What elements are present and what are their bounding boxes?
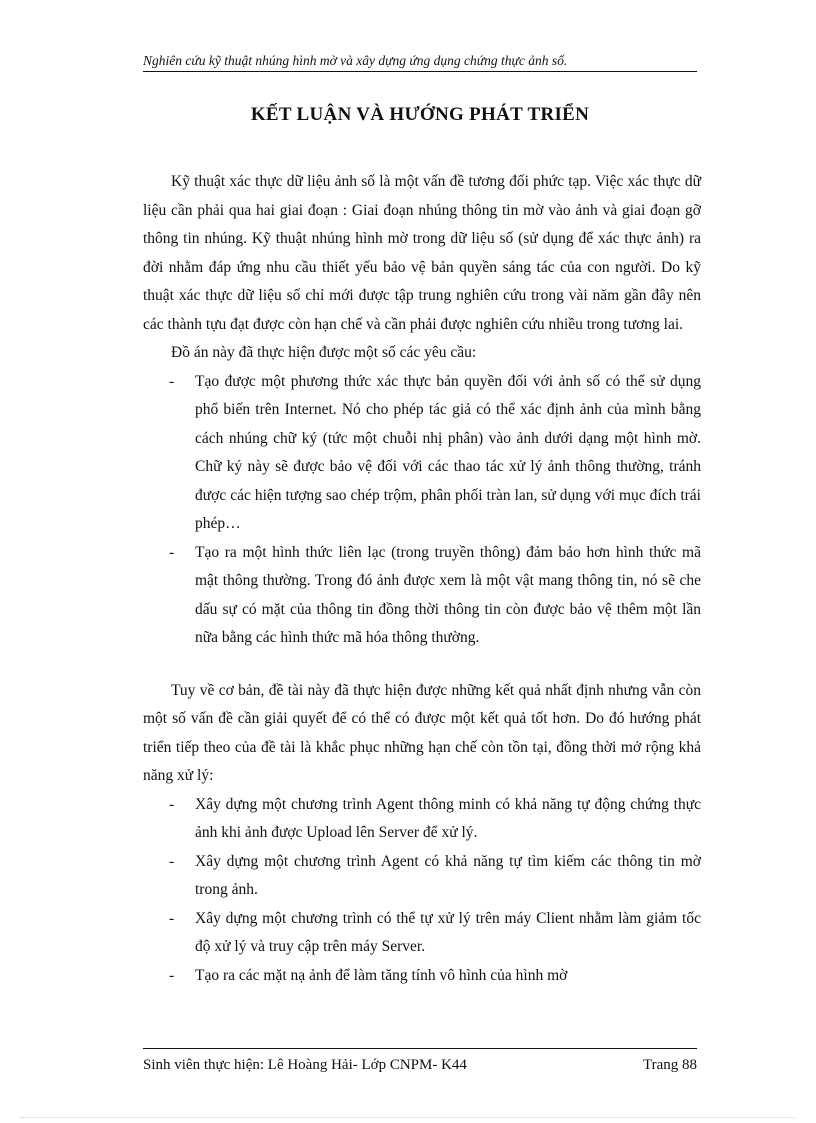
bullet-dash: - <box>169 966 175 984</box>
achievements-list <box>143 368 701 653</box>
page-number: Trang 88 <box>642 1057 697 1073</box>
bullet-dash: - <box>169 852 175 870</box>
list-item-text: Xây dựng một chương trình có thể tự xử lý trên máy Client nhằm làm giảm tốc độ xử lý và truy cập trên máy Server. <box>195 909 701 955</box>
paragraph-gap <box>143 653 701 677</box>
section-title: KẾT LUẬN VÀ HƯỚNG PHÁT TRIỂN <box>250 104 590 125</box>
list-item-text: Tạo ra các mặt nạ ảnh để làm tăng tính vô hình của hình mờ <box>195 966 568 984</box>
list-item-text: Xây dựng một chương trình Agent thông minh có khả năng tự động chứng thực ảnh khi ảnh được Upload lên Server để xử lý. <box>195 795 701 841</box>
list-item-text: Xây dựng một chương trình Agent có khả năng tự tìm kiếm các thông tin mờ trong ảnh. <box>195 852 701 898</box>
list-item <box>143 962 701 991</box>
page-edge-divider <box>20 1117 796 1118</box>
list-item <box>143 791 701 848</box>
list-item-text: Tạo ra một hình thức liên lạc (trong truyền thông) đảm bảo hơn hình thức mã mật thông thường. Trong đó ảnh được xem là một vật mang thông tin, nó sẽ che dấu sự có mặt của thông tin đồng thời thông tin còn được bảo vệ thêm một lần nữa bằng các hình thức mã hóa thông thường. <box>195 543 701 646</box>
bullet-dash: - <box>169 909 175 927</box>
footer-author: Sinh viên thực hiện: Lê Hoàng Hải- Lớp CNPM- K44 <box>143 1057 467 1073</box>
future-directions-list <box>143 791 701 991</box>
list-item <box>143 905 701 962</box>
conclusion-paragraph: Kỹ thuật xác thực dữ liệu ảnh số là một vấn đề tương đối phức tạp. Việc xác thực dữ liệu cần phải qua hai giai đoạn : Giai đoạn nhúng thông tin mờ vào ảnh và giai đoạn gỡ thông tin nhúng. Kỹ thuật nhúng hình mờ trong dữ liệu số (sử dụng để xác thực ảnh) ra đời nhằm đáp ứng nhu cầu thiết yếu bảo vệ bản quyền sáng tác của con người. Do kỹ thuật xác thực dữ liệu số chỉ mới được tập trung nghiên cứu trong vài năm gần đây nên các thành tựu đạt được còn hạn chế và cần phải được nghiên cứu nhiều trong tương lai. <box>143 173 701 333</box>
achievements-intro: Đồ án này đã thực hiện được một số các yêu cầu: <box>171 344 477 361</box>
page-header: Nghiên cứu kỹ thuật nhúng hình mờ và xây dựng ứng dụng chứng thực ảnh số. <box>143 52 697 72</box>
future-paragraph: Tuy về cơ bản, đề tài này đã thực hiện được những kết quả nhất định nhưng vẫn còn một số vấn đề cần giải quyết để có thể có được một kết quả tốt hơn. Do đó hướng phát triển tiếp theo của đề tài là khắc phục những hạn chế còn tồn tại, đồng thời mở rộng khả năng xử lý: <box>143 681 701 784</box>
bullet-dash: - <box>169 543 175 561</box>
list-item <box>143 539 701 653</box>
list-item <box>143 368 701 539</box>
bullet-dash: - <box>169 795 175 813</box>
list-item <box>143 848 701 905</box>
bullet-dash: - <box>169 372 175 390</box>
document-body <box>143 168 701 990</box>
page-footer <box>143 1048 697 1075</box>
list-item-text: Tạo được một phương thức xác thực bản quyền đối với ảnh số có thể sử dụng phổ biến trên Internet. Nó cho phép tác giả có thể xác định ảnh của mình bằng cách nhúng chữ ký (tức một chuỗi nhị phân) vào ảnh dưới dạng một hình mờ. Chữ ký này sẽ được bảo vệ đối với các thao tác xử lý ảnh thông thường, tránh được các hiện tượng sao chép trộm, phân phối tràn lan, sử dụng với mục đích trái phép… <box>195 372 701 532</box>
